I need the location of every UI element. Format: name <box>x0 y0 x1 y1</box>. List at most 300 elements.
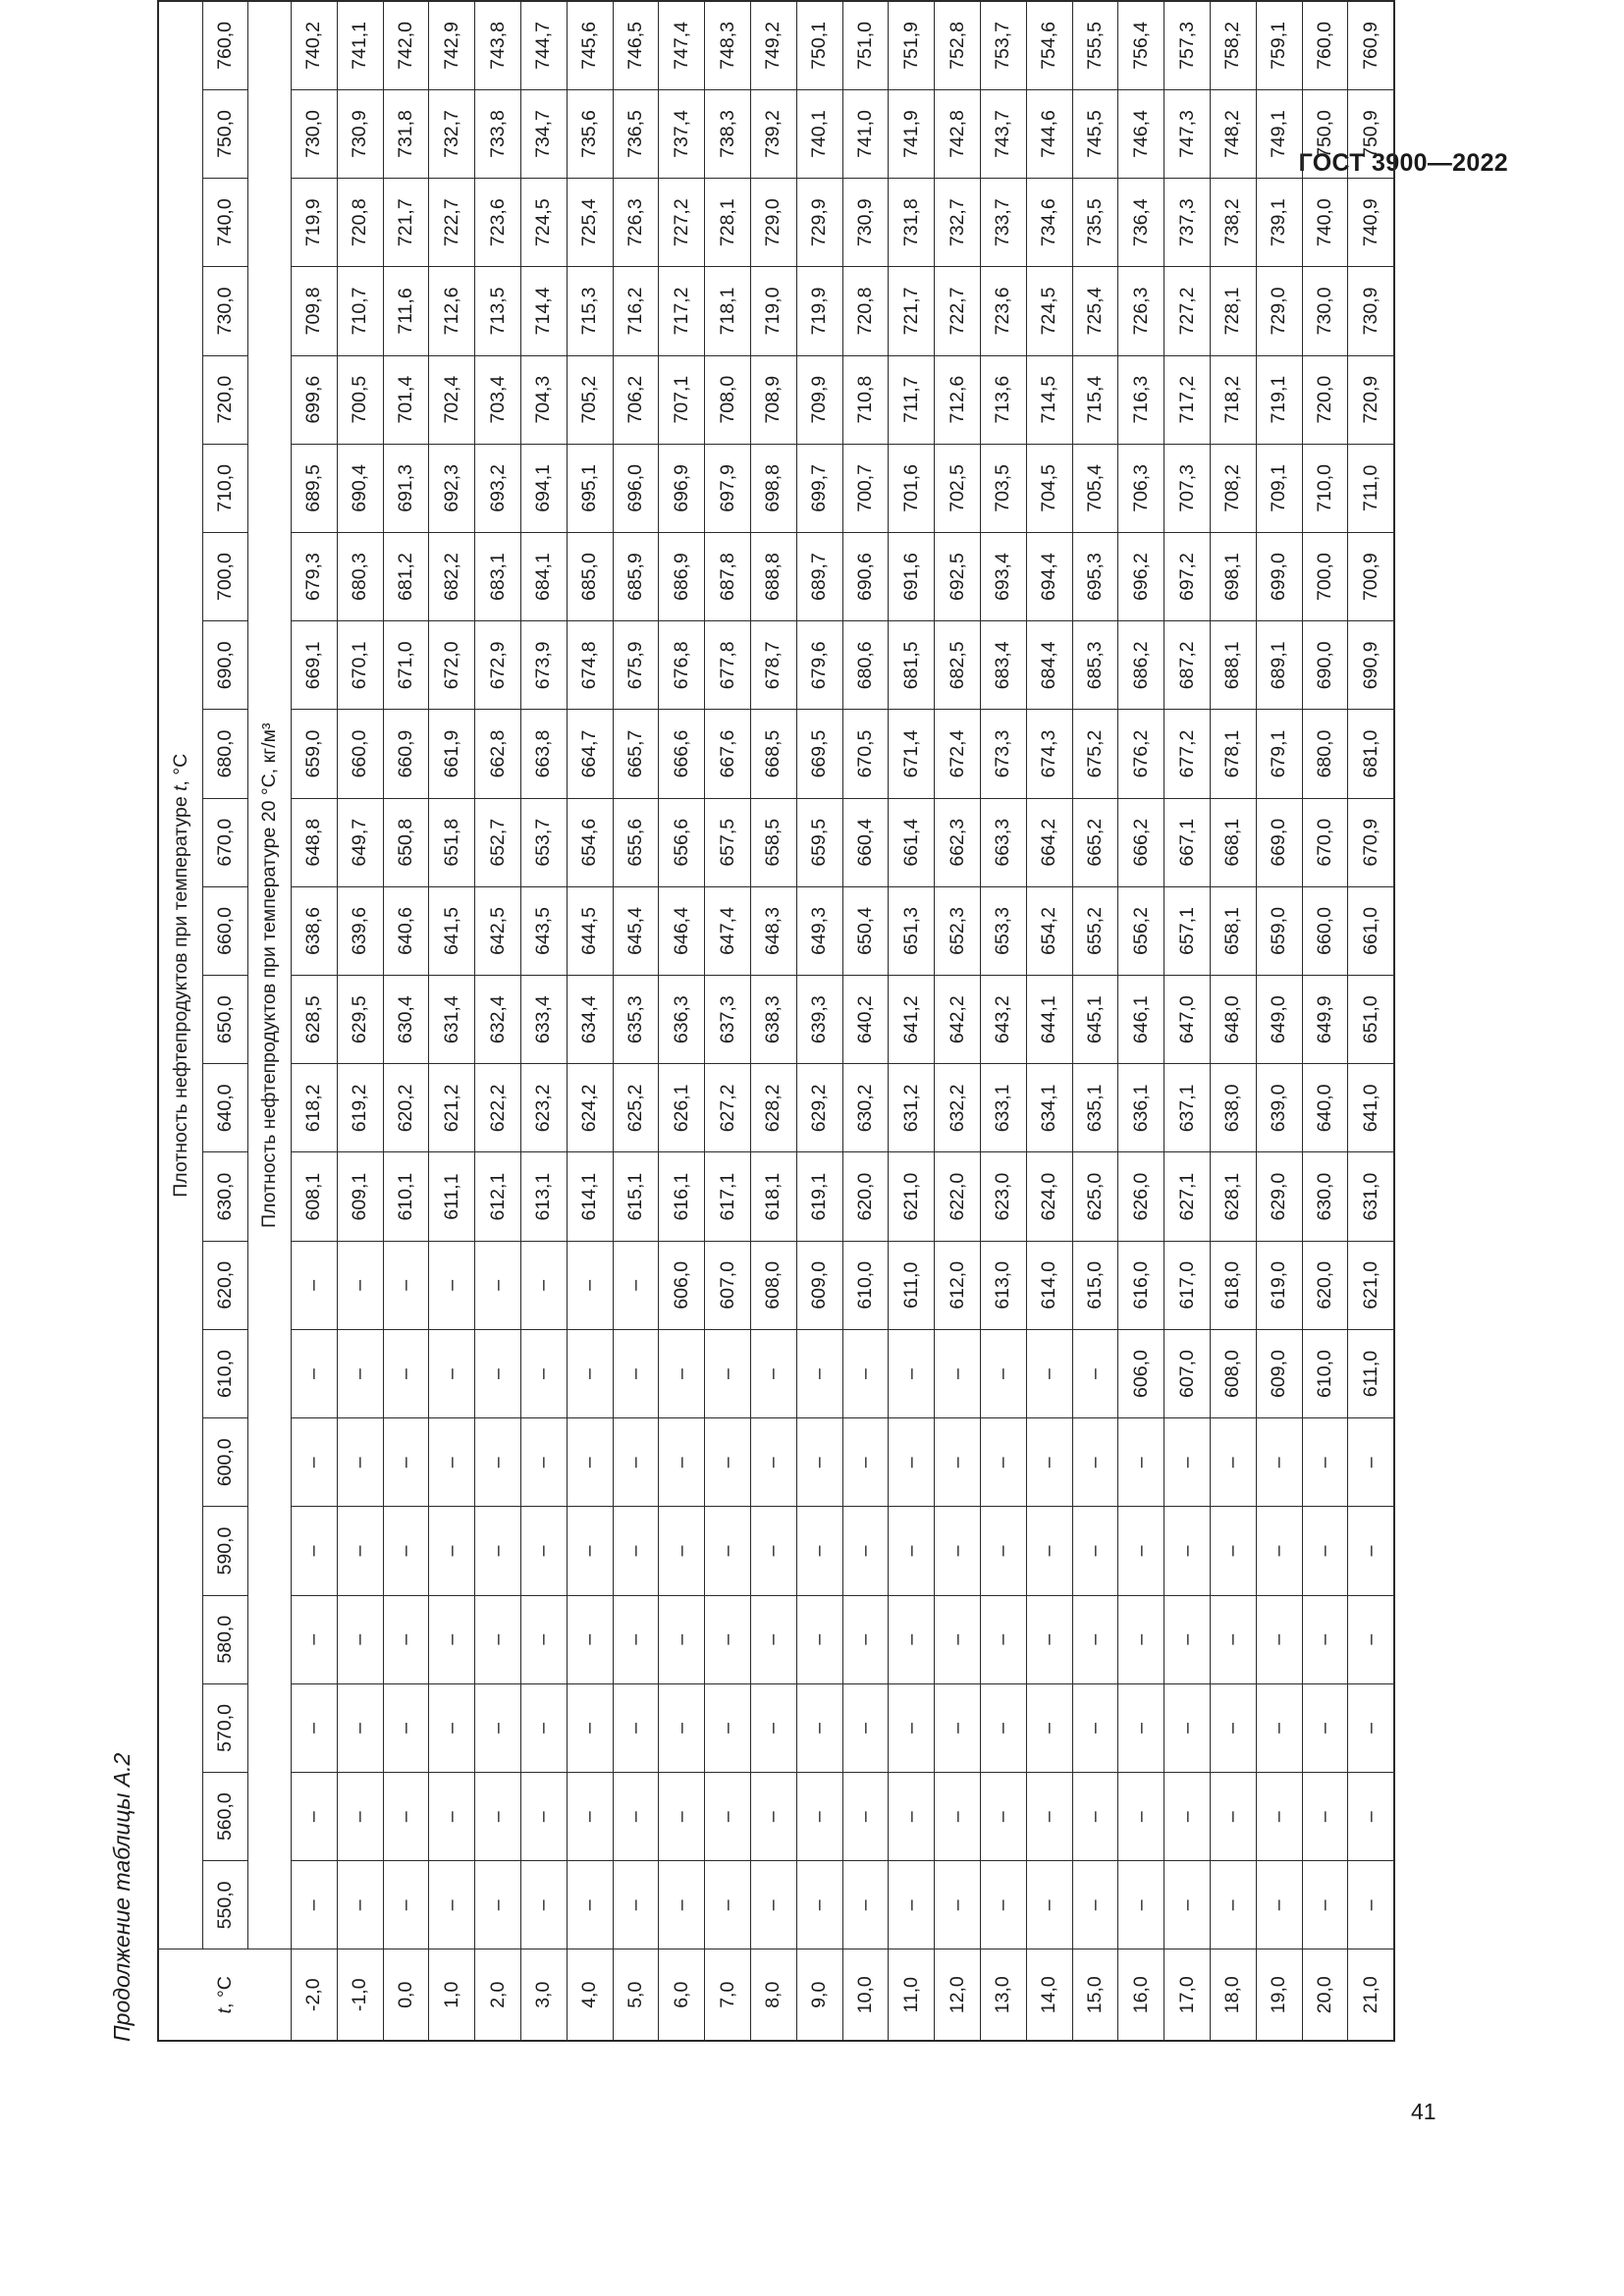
density-cell: 706,3 <box>1118 444 1164 532</box>
density-cell: – <box>337 1507 383 1595</box>
density-cell: 731,8 <box>889 179 935 267</box>
density-cell: 648,0 <box>1210 976 1256 1064</box>
density-cell: 747,4 <box>659 1 705 89</box>
density-cell: 742,9 <box>429 1 475 89</box>
density-cell: 658,1 <box>1210 886 1256 975</box>
density-cell: 660,4 <box>842 798 889 886</box>
column-header: 700,0 <box>203 532 248 620</box>
sub-header-row <box>248 1 292 2041</box>
density-cell: 710,7 <box>337 267 383 355</box>
density-cell: 638,3 <box>750 976 796 1064</box>
density-cell: 611,0 <box>1348 1329 1394 1417</box>
density-cell: 613,1 <box>520 1152 567 1241</box>
density-cell: – <box>889 1329 935 1417</box>
density-cell: – <box>1210 1507 1256 1595</box>
density-cell: 694,4 <box>1026 532 1072 620</box>
density-cell: – <box>796 1595 842 1683</box>
density-cell: 652,3 <box>935 886 981 975</box>
density-cell: 647,0 <box>1164 976 1211 1064</box>
temperature-cell: 10,0 <box>842 1949 889 2041</box>
density-cell: – <box>337 1773 383 1861</box>
density-cell: – <box>337 1861 383 1949</box>
density-cell: 618,2 <box>292 1064 338 1152</box>
density-cell: – <box>383 1418 429 1507</box>
group-header <box>158 1 203 1949</box>
density-cell: – <box>520 1861 567 1949</box>
group-header-row <box>158 1 203 2041</box>
density-cell: – <box>1348 1595 1394 1683</box>
density-cell: 730,9 <box>1348 267 1394 355</box>
density-cell: 744,7 <box>520 1 567 89</box>
density-cell: 690,0 <box>1302 621 1348 710</box>
density-cell: 760,9 <box>1348 1 1394 89</box>
density-cell: – <box>613 1595 659 1683</box>
density-cell: – <box>1302 1773 1348 1861</box>
column-header: 590,0 <box>203 1507 248 1595</box>
density-cell: 720,0 <box>1302 355 1348 444</box>
temperature-cell: 11,0 <box>889 1949 935 2041</box>
density-cell: 690,4 <box>337 444 383 532</box>
density-cell: 698,8 <box>750 444 796 532</box>
density-cell: – <box>520 1773 567 1861</box>
density-cell: 640,2 <box>842 976 889 1064</box>
density-cell: – <box>475 1595 521 1683</box>
density-cell: 687,8 <box>705 532 751 620</box>
density-cell: 696,2 <box>1118 532 1164 620</box>
density-cell: 746,4 <box>1118 89 1164 178</box>
density-cell: 747,3 <box>1164 89 1211 178</box>
rotated-table-container <box>157 0 1414 2042</box>
density-cell: 635,1 <box>1072 1064 1118 1152</box>
density-cell: 671,4 <box>889 710 935 798</box>
density-cell: 646,4 <box>659 886 705 975</box>
density-cell: 688,1 <box>1210 621 1256 710</box>
density-cell: 670,5 <box>842 710 889 798</box>
density-cell: 755,5 <box>1072 1 1118 89</box>
density-cell: 659,5 <box>796 798 842 886</box>
density-cell: 628,1 <box>1210 1152 1256 1241</box>
temperature-cell: 5,0 <box>613 1949 659 2041</box>
table-row <box>659 1 705 2041</box>
density-cell: 665,7 <box>613 710 659 798</box>
density-cell: – <box>889 1773 935 1861</box>
density-cell: 689,7 <box>796 532 842 620</box>
density-cell: 708,9 <box>750 355 796 444</box>
density-cell: 719,0 <box>750 267 796 355</box>
density-cell: – <box>383 1773 429 1861</box>
density-cell: – <box>705 1507 751 1595</box>
density-cell: 623,2 <box>520 1064 567 1152</box>
density-cell: – <box>980 1683 1026 1772</box>
density-cell: 612,1 <box>475 1152 521 1241</box>
density-cell: 699,0 <box>1256 532 1302 620</box>
column-header: 680,0 <box>203 710 248 798</box>
density-cell: 740,2 <box>292 1 338 89</box>
density-cell: 620,0 <box>1302 1241 1348 1329</box>
density-cell: 754,6 <box>1026 1 1072 89</box>
density-cell: 610,0 <box>1302 1329 1348 1417</box>
density-cell: – <box>935 1418 981 1507</box>
density-cell: – <box>1210 1595 1256 1683</box>
sub-header: Плотность нефтепродуктов при температуре 20 °С, кг/м³ <box>248 1 292 1949</box>
density-cell: – <box>1164 1683 1211 1772</box>
density-cell: – <box>1210 1861 1256 1949</box>
column-header: 640,0 <box>203 1064 248 1152</box>
density-cell: – <box>796 1773 842 1861</box>
density-cell: – <box>567 1683 613 1772</box>
density-cell: – <box>1302 1418 1348 1507</box>
density-cell: – <box>1256 1418 1302 1507</box>
density-cell: 624,2 <box>567 1064 613 1152</box>
density-cell: – <box>429 1683 475 1772</box>
density-cell: 720,8 <box>842 267 889 355</box>
density-cell: 681,5 <box>889 621 935 710</box>
density-cell: – <box>1026 1329 1072 1417</box>
density-cell: 650,8 <box>383 798 429 886</box>
density-cell: 695,3 <box>1072 532 1118 620</box>
density-cell: – <box>1256 1683 1302 1772</box>
density-cell: – <box>659 1595 705 1683</box>
density-cell: 682,5 <box>935 621 981 710</box>
density-cell: 638,6 <box>292 886 338 975</box>
density-cell: 665,2 <box>1072 798 1118 886</box>
density-cell: 666,2 <box>1118 798 1164 886</box>
density-cell: 630,4 <box>383 976 429 1064</box>
table-row <box>475 1 521 2041</box>
density-cell: 742,0 <box>383 1 429 89</box>
density-cell: 704,3 <box>520 355 567 444</box>
density-cell: 630,2 <box>842 1064 889 1152</box>
density-cell: 649,0 <box>1256 976 1302 1064</box>
density-cell: – <box>520 1683 567 1772</box>
temperature-cell: 3,0 <box>520 1949 567 2041</box>
table-row <box>935 1 981 2041</box>
temperature-cell: -1,0 <box>337 1949 383 2041</box>
density-cell: 737,4 <box>659 89 705 178</box>
table-row <box>750 1 796 2041</box>
density-cell: 734,7 <box>520 89 567 178</box>
density-cell: – <box>520 1418 567 1507</box>
density-cell: – <box>613 1418 659 1507</box>
table-row <box>1072 1 1118 2041</box>
temperature-cell: 8,0 <box>750 1949 796 2041</box>
density-cell: 709,1 <box>1256 444 1302 532</box>
density-cell: 727,2 <box>659 179 705 267</box>
density-cell: – <box>750 1595 796 1683</box>
density-cell: 713,6 <box>980 355 1026 444</box>
table-row <box>705 1 751 2041</box>
density-cell: 701,6 <box>889 444 935 532</box>
density-cell: 677,2 <box>1164 710 1211 798</box>
density-cell: – <box>292 1861 338 1949</box>
density-cell: 680,6 <box>842 621 889 710</box>
density-cell: – <box>980 1773 1026 1861</box>
density-cell: – <box>796 1418 842 1507</box>
density-cell: – <box>1026 1418 1072 1507</box>
density-cell: 738,2 <box>1210 179 1256 267</box>
density-cell: 746,5 <box>613 1 659 89</box>
density-cell: 724,5 <box>1026 267 1072 355</box>
density-cell: 675,9 <box>613 621 659 710</box>
table-row <box>1164 1 1211 2041</box>
density-cell: – <box>475 1773 521 1861</box>
density-cell: 692,5 <box>935 532 981 620</box>
density-cell: – <box>705 1773 751 1861</box>
density-cell: 672,0 <box>429 621 475 710</box>
table-row <box>980 1 1026 2041</box>
density-cell: 660,0 <box>337 710 383 798</box>
density-cell: 670,9 <box>1348 798 1394 886</box>
density-cell: – <box>292 1507 338 1595</box>
density-cell: – <box>383 1241 429 1329</box>
density-cell: 719,9 <box>796 267 842 355</box>
density-cell: 699,6 <box>292 355 338 444</box>
density-cell: 654,6 <box>567 798 613 886</box>
density-cell: 674,8 <box>567 621 613 710</box>
density-cell: – <box>292 1418 338 1507</box>
density-cell: 618,1 <box>750 1152 796 1241</box>
density-cell: 656,6 <box>659 798 705 886</box>
group-header-prefix: Плотность нефтепродуктов при температуре <box>169 790 191 1198</box>
density-cell: 723,6 <box>980 267 1026 355</box>
column-header: 670,0 <box>203 798 248 886</box>
page-number: 41 <box>1411 2099 1436 2124</box>
density-cell: 633,4 <box>520 976 567 1064</box>
density-cell: 633,1 <box>980 1064 1026 1152</box>
density-cell: 645,1 <box>1072 976 1118 1064</box>
density-cell: 749,2 <box>750 1 796 89</box>
density-cell: – <box>842 1861 889 1949</box>
density-cell: 641,5 <box>429 886 475 975</box>
table-row <box>1210 1 1256 2041</box>
density-cell: – <box>337 1241 383 1329</box>
density-cell: 609,1 <box>337 1152 383 1241</box>
density-cell: 735,6 <box>567 89 613 178</box>
density-cell: 696,0 <box>613 444 659 532</box>
density-cell: 702,4 <box>429 355 475 444</box>
density-cell: 745,5 <box>1072 89 1118 178</box>
density-cell: – <box>337 1329 383 1417</box>
density-cell: 749,1 <box>1256 89 1302 178</box>
density-cell: – <box>567 1329 613 1417</box>
density-cell: 744,6 <box>1026 89 1072 178</box>
density-cell: 718,1 <box>705 267 751 355</box>
table-row <box>796 1 842 2041</box>
density-cell: – <box>750 1329 796 1417</box>
density-cell: – <box>292 1595 338 1683</box>
density-cell: 716,2 <box>613 267 659 355</box>
table-caption: Продолжение таблицы А.2 <box>109 1752 135 2042</box>
t-column-header <box>158 1949 292 2041</box>
density-cell: – <box>980 1329 1026 1417</box>
density-cell: 702,5 <box>935 444 981 532</box>
density-cell: – <box>613 1773 659 1861</box>
density-cell: 625,2 <box>613 1064 659 1152</box>
density-cell: 616,0 <box>1118 1241 1164 1329</box>
density-cell: 680,0 <box>1302 710 1348 798</box>
density-cell: 700,5 <box>337 355 383 444</box>
density-cell: 637,3 <box>705 976 751 1064</box>
density-cell: 715,3 <box>567 267 613 355</box>
density-cell: 729,0 <box>750 179 796 267</box>
density-cell: – <box>475 1329 521 1417</box>
density-cell: 709,8 <box>292 267 338 355</box>
column-header: 730,0 <box>203 267 248 355</box>
density-cell: 682,2 <box>429 532 475 620</box>
density-cell: 627,2 <box>705 1064 751 1152</box>
density-cell: 716,3 <box>1118 355 1164 444</box>
density-cell: 694,1 <box>520 444 567 532</box>
density-cell: 722,7 <box>935 267 981 355</box>
density-cell: 661,4 <box>889 798 935 886</box>
column-header: 750,0 <box>203 89 248 178</box>
density-cell: 729,9 <box>796 179 842 267</box>
density-cell: – <box>1348 1773 1394 1861</box>
density-cell: – <box>567 1773 613 1861</box>
density-cell: 655,2 <box>1072 886 1118 975</box>
density-cell: 660,0 <box>1302 886 1348 975</box>
density-cell: – <box>383 1595 429 1683</box>
density-cell: 715,4 <box>1072 355 1118 444</box>
density-cell: – <box>1026 1861 1072 1949</box>
density-cell: 679,6 <box>796 621 842 710</box>
density-cell: 668,1 <box>1210 798 1256 886</box>
density-cell: – <box>705 1418 751 1507</box>
density-cell: – <box>842 1683 889 1772</box>
density-cell: – <box>1256 1507 1302 1595</box>
density-cell: 748,2 <box>1210 89 1256 178</box>
density-cell: 613,0 <box>980 1241 1026 1329</box>
density-cell: 654,2 <box>1026 886 1072 975</box>
density-cell: – <box>1072 1683 1118 1772</box>
table-body <box>292 1 1395 2041</box>
density-cell: – <box>1256 1861 1302 1949</box>
document-code: ГОСТ 3900—2022 <box>1298 149 1508 177</box>
density-cell: 607,0 <box>705 1241 751 1329</box>
density-cell: – <box>889 1418 935 1507</box>
density-cell: 648,8 <box>292 798 338 886</box>
density-cell: – <box>429 1861 475 1949</box>
density-cell: 740,9 <box>1348 179 1394 267</box>
density-cell: 616,1 <box>659 1152 705 1241</box>
density-cell: 657,5 <box>705 798 751 886</box>
temperature-cell: -2,0 <box>292 1949 338 2041</box>
density-cell: 691,3 <box>383 444 429 532</box>
density-cell: 611,0 <box>889 1241 935 1329</box>
density-cell: 750,9 <box>1348 89 1394 178</box>
temperature-cell: 7,0 <box>705 1949 751 2041</box>
density-cell: 636,3 <box>659 976 705 1064</box>
density-cell: – <box>935 1507 981 1595</box>
density-cell: 691,6 <box>889 532 935 620</box>
density-cell: 751,9 <box>889 1 935 89</box>
density-cell: 681,2 <box>383 532 429 620</box>
density-cell: 621,0 <box>1348 1241 1394 1329</box>
table-row <box>383 1 429 2041</box>
density-cell: – <box>1348 1861 1394 1949</box>
density-cell: – <box>935 1773 981 1861</box>
density-cell: – <box>1118 1773 1164 1861</box>
density-cell: 709,9 <box>796 355 842 444</box>
density-cell: – <box>1348 1418 1394 1507</box>
column-header: 650,0 <box>203 976 248 1064</box>
density-cell: – <box>1256 1595 1302 1683</box>
table-row <box>1256 1 1302 2041</box>
density-cell: 705,2 <box>567 355 613 444</box>
column-header: 740,0 <box>203 179 248 267</box>
density-cell: – <box>567 1241 613 1329</box>
density-cell: 675,2 <box>1072 710 1118 798</box>
density-cell: 711,0 <box>1348 444 1394 532</box>
density-cell: 628,5 <box>292 976 338 1064</box>
density-cell: 652,7 <box>475 798 521 886</box>
density-cell: 756,4 <box>1118 1 1164 89</box>
density-cell: 721,7 <box>889 267 935 355</box>
density-cell: 738,3 <box>705 89 751 178</box>
density-cell: – <box>842 1329 889 1417</box>
density-cell: – <box>980 1861 1026 1949</box>
density-cell: 667,6 <box>705 710 751 798</box>
density-cell: 661,0 <box>1348 886 1394 975</box>
density-cell: 719,1 <box>1256 355 1302 444</box>
table-row <box>567 1 613 2041</box>
table-row <box>1302 1 1348 2041</box>
density-cell: 683,4 <box>980 621 1026 710</box>
density-cell: 677,8 <box>705 621 751 710</box>
density-cell: 620,0 <box>842 1152 889 1241</box>
density-cell: 700,0 <box>1302 532 1348 620</box>
density-cell: 718,2 <box>1210 355 1256 444</box>
group-header-variable: t <box>169 785 191 791</box>
density-cell: – <box>935 1861 981 1949</box>
density-cell: 712,6 <box>429 267 475 355</box>
density-cell: 736,5 <box>613 89 659 178</box>
density-cell: – <box>1302 1683 1348 1772</box>
density-cell: 759,1 <box>1256 1 1302 89</box>
density-cell: 653,3 <box>980 886 1026 975</box>
density-cell: – <box>842 1418 889 1507</box>
density-cell: 730,9 <box>842 179 889 267</box>
density-cell: – <box>613 1861 659 1949</box>
density-cell: 639,0 <box>1256 1064 1302 1152</box>
density-cell: – <box>1348 1507 1394 1595</box>
density-cell: 638,0 <box>1210 1064 1256 1152</box>
density-cell: 610,1 <box>383 1152 429 1241</box>
density-cell: 643,5 <box>520 886 567 975</box>
density-cell: 713,5 <box>475 267 521 355</box>
density-cell: 615,1 <box>613 1152 659 1241</box>
density-cell: – <box>292 1329 338 1417</box>
density-cell: 651,0 <box>1348 976 1394 1064</box>
density-cell: 701,4 <box>383 355 429 444</box>
density-cell: 643,2 <box>980 976 1026 1064</box>
density-cell: – <box>1072 1861 1118 1949</box>
density-cell: – <box>705 1595 751 1683</box>
density-cell: 631,2 <box>889 1064 935 1152</box>
density-cell: 629,5 <box>337 976 383 1064</box>
density-cell: – <box>1164 1507 1211 1595</box>
density-cell: 711,6 <box>383 267 429 355</box>
density-cell: 610,0 <box>842 1241 889 1329</box>
density-cell: 612,0 <box>935 1241 981 1329</box>
density-cell: 712,6 <box>935 355 981 444</box>
density-cell: – <box>475 1241 521 1329</box>
density-cell: – <box>475 1507 521 1595</box>
column-header: 570,0 <box>203 1683 248 1772</box>
density-cell: 750,1 <box>796 1 842 89</box>
density-cell: 751,0 <box>842 1 889 89</box>
density-cell: 619,1 <box>796 1152 842 1241</box>
